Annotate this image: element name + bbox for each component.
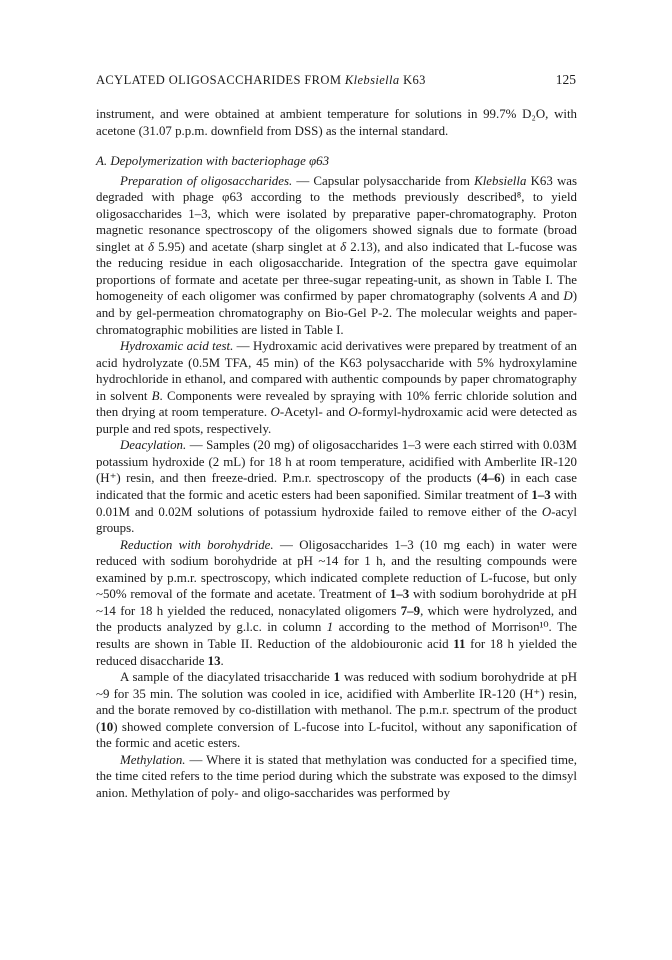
paragraph-deacylation: Deacylation. — Samples (20 mg) of oligosaccharides 1–3 were each stirred with 0.03M potassium hydroxide (2 mL) for 18 h at room temperature, acidified with Amberlite IR-120 (H⁺) resin, and then freeze-dried. P.m.r. spectroscopy of the products (4–6) in each case indicated that the formic and acetic esters had been saponified. Similar treatment of 1–3 with 0.01M and 0.02M solutions of potassium hydroxide failed to remove either of the O-acyl groups. [96,438,577,536]
paragraph-reduction-with-borohydride: Reduction with borohydride. — Oligosaccharides 1–3 (10 mg each) in water were reduced with sodium borohydride at pH ~14 for 1 h, and the resulting compounds were examined by p.m.r. spectroscopy, which indicated complete reduction of L-fucose, but only ~50% removal of the formate and acetate. Treatment of 1–3 with sodium borohydride at pH ~14 for 18 h yielded the reduced, nonacylated oligomers 7–9, which were hydrolyzed, and the products analyzed by g.l.c. in column 1 according to the method of Morrison¹⁰. The results are shown in Table II. Reduction of the aldobiouronic acid 11 for 18 h yielded the reduced disaccharide 13. [96,537,577,668]
article-body [96,106,577,801]
running-title-genus: Klebsiella [344,73,400,87]
paragraph-methylation: Methylation. — Where it is stated that methylation was conducted for a specified time, the time cited refers to the time period during which the substrate was exposed to the dimsyl anion. Methylation of poly- and oligo-saccharides was performed by [96,752,577,800]
running-title-prefix: ACYLATED OLIGOSACCHARIDES FROM [96,73,345,87]
running-header [96,72,576,88]
running-title [96,73,426,87]
paragraph-preparation-of-oligosaccharides: Preparation of oligosaccharides. — Capsular polysaccharide from Klebsiella K63 was degraded with phage φ63 according to the methods previously described⁸, to yield oligosaccharides 1–3, which were isolated by preparative paper-chromatography. Proton magnetic resonance spectroscopy of the oligomers showed signals due to formate (broad singlet at δ 5.95) and acetate (sharp singlet at δ 2.13), and also indicated that L-fucose was the reducing residue in each oligosaccharide. Integration of the spectra gave equimolar proportions of formate and acetate per three-sugar repeating-unit, as shown in Table I. The homogeneity of each oligomer was confirmed by paper chromatography (solvents A and D) and by gel-permeation chromatography on Bio-Gel P-2. The molecular weights and paper-chromatographic mobilities are listed in Table I. [96,173,578,337]
page-number: 125 [555,72,576,87]
paragraph-hydroxamic-acid-test: Hydroxamic acid test. — Hydroxamic acid derivatives were prepared by treatment of an acid hydrolyzate (0.5M TFA, 45 min) of the K63 polysaccharide with 5% hydroxylamine hydrochloride in ethanol, and compared with authentic compounds by paper chromatography in solvent B. Components were revealed by spraying with 10% ferric chloride solution and then drying at room temperature. O-Acetyl- and O-formyl-hydroxamic acid were detected as purple and red spots, respectively. [96,339,577,436]
running-title-suffix: K63 [399,73,426,87]
paragraph-continuation: instrument, and were obtained at ambient temperature for solutions in 99.7% D₂O, with acetone (31.07 p.p.m. downfield from DSS) as the internal standard. [96,107,577,138]
paragraph-diacylated-trisaccharide: A sample of the diacylated trisaccharide 1 was reduced with sodium borohydride at pH ~9 for 35 min. The solution was cooled in ice, acidified with Amberlite IR-120 (H⁺) resin, and the borate removed by co-distillation with methanol. The p.m.r. spectrum of the product (10) showed complete conversion of L-fucose into L-fucitol, without any saponification of the formic and acetic esters. [96,670,578,751]
section-heading: A. Depolymerization with bacteriophage φ63 [96,154,330,169]
